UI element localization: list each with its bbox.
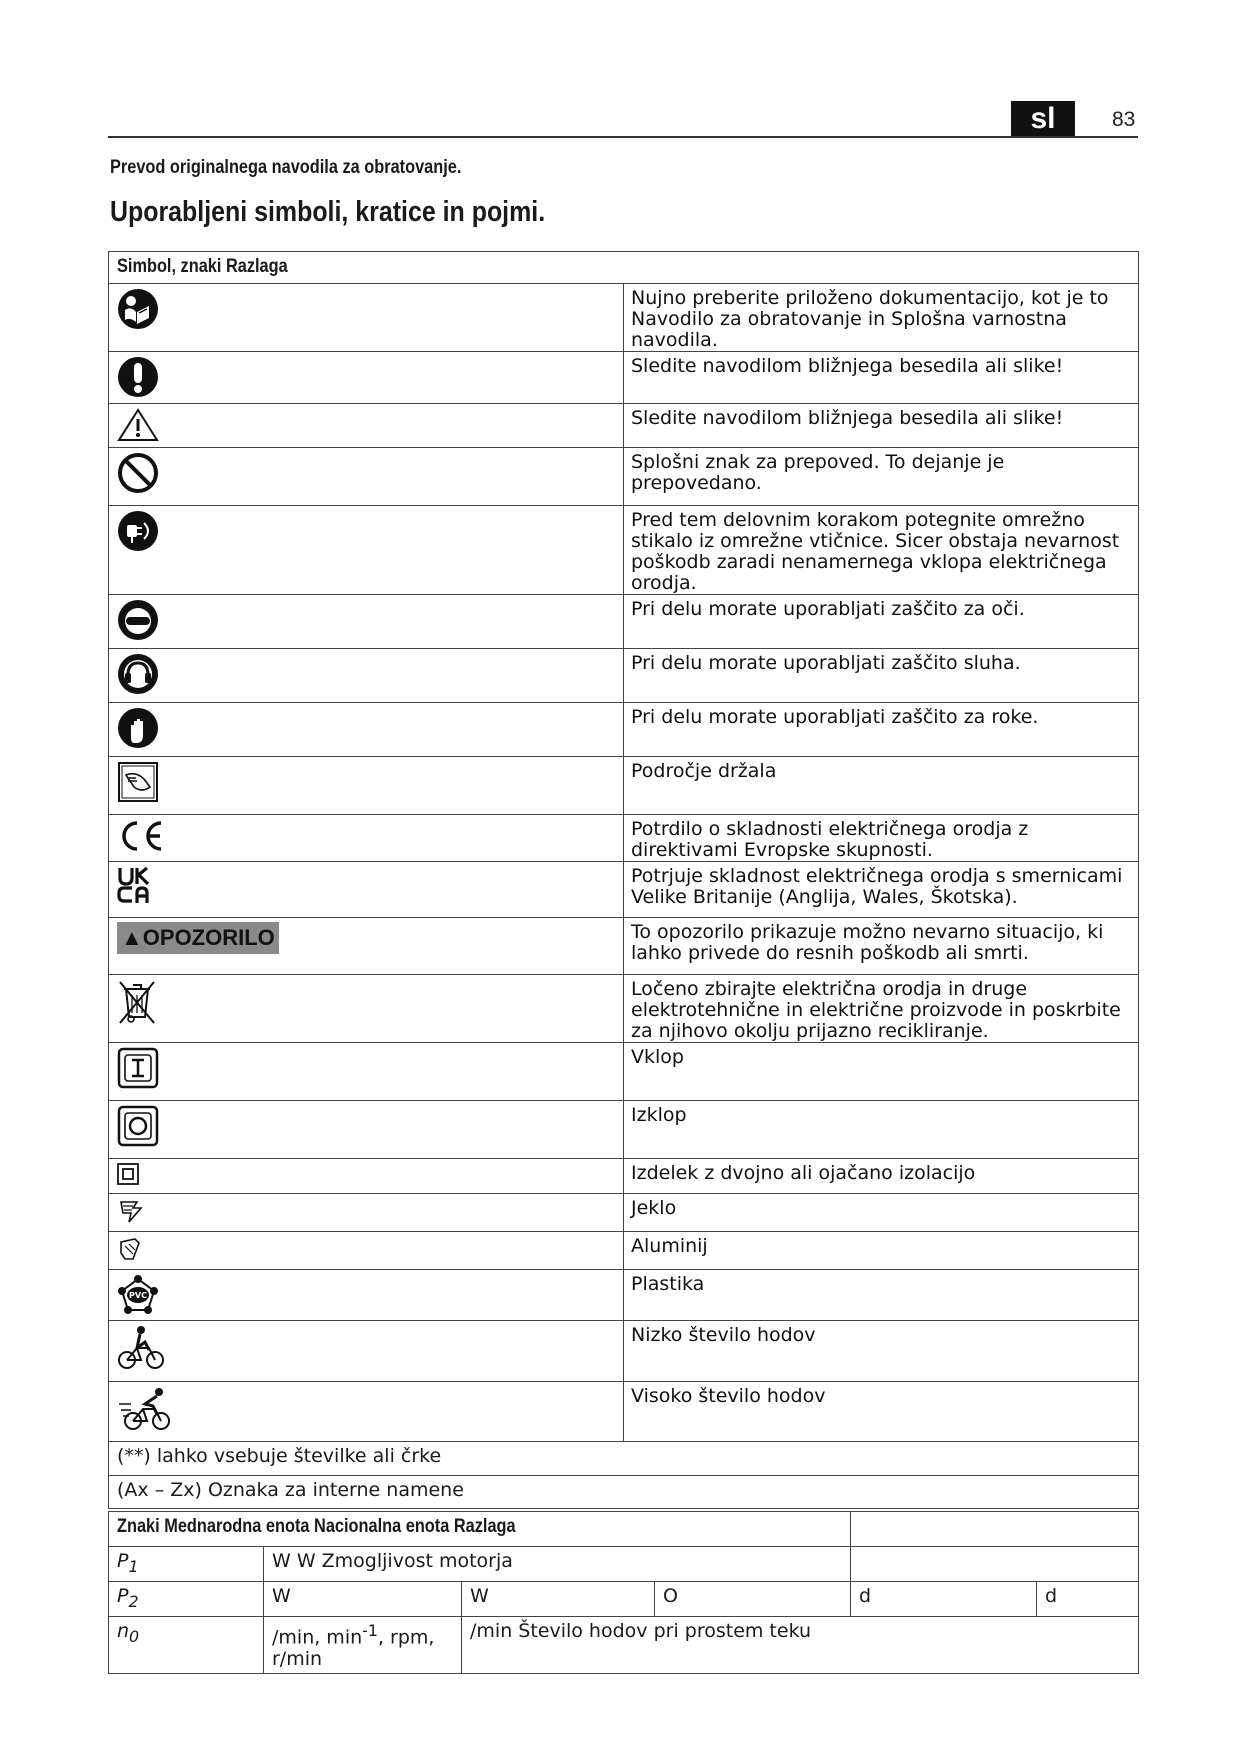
warning-label-icon (117, 922, 279, 954)
table-row (109, 1321, 1139, 1382)
table-row (109, 448, 1139, 506)
footnote: (**) lahko vsebuje številke ali črke (109, 1442, 1139, 1476)
symbol-description: Potrjuje skladnost električnega orodja s smernicami Velike Britanije (Anglija, Wales, Škotska). (624, 862, 1139, 918)
low-stroke-cyclist-icon (117, 1325, 615, 1371)
table-header-row (109, 1512, 1139, 1547)
symbol-description: Sledite navodilom bližnjega besedila ali slike! (624, 404, 1139, 448)
table-row (109, 506, 1139, 595)
symbols-table-header (109, 252, 1139, 284)
double-insulation-icon (117, 1163, 615, 1185)
table-row (109, 1442, 1139, 1476)
units-header-label: Znaki Mednarodna enota Nacionalna enota Razlaga (117, 1516, 516, 1537)
high-stroke-cyclist-icon (117, 1386, 615, 1432)
symbol-description: Pri delu morate uporabljati zaščito za roke. (624, 703, 1139, 757)
weee-bin-icon (117, 979, 615, 1025)
table-row (109, 1232, 1139, 1270)
table-cell (851, 1512, 1139, 1547)
table-row (109, 1159, 1139, 1194)
symbol-description: Sledite navodilom bližnjega besedila ali slike! (624, 352, 1139, 404)
table-row (109, 1194, 1139, 1232)
table-header-row (109, 252, 1139, 284)
table-row (109, 703, 1139, 757)
table-row (109, 1043, 1139, 1101)
warning-triangle-glyph: ▲ (121, 925, 143, 950)
table-row (109, 284, 1139, 352)
table-row (109, 649, 1139, 703)
unit-symbol: $n_0$ (109, 1616, 264, 1673)
pvc-label: PVC (129, 1291, 147, 1300)
table-row (109, 1101, 1139, 1159)
prohibition-icon (117, 452, 615, 494)
symbol-description: Splošni znak za prepoved. To dejanje je prepovedano. (624, 448, 1139, 506)
hand-protection-icon (117, 707, 615, 749)
table-row (109, 1476, 1139, 1509)
table-row (109, 1582, 1139, 1617)
table-row (109, 1270, 1139, 1321)
table-row (109, 1616, 1139, 1673)
read-manual-icon (117, 288, 615, 330)
symbol-description: Izklop (624, 1101, 1139, 1159)
language-badge: sl (1011, 101, 1075, 136)
header-rule (108, 136, 1138, 138)
symbol-description: Vklop (624, 1043, 1139, 1101)
eye-protection-icon (117, 599, 615, 641)
unit-symbol: $P_1$ (109, 1547, 264, 1582)
section-title: Uporabljeni simboli, kratice in pojmi. (110, 196, 546, 228)
table-row (109, 862, 1139, 918)
symbol-description: Jeklo (624, 1194, 1139, 1232)
power-on-icon (117, 1047, 615, 1089)
table-cell: /min Število hodov pri prostem teku (462, 1616, 1139, 1673)
ear-protection-icon (117, 653, 615, 695)
unplug-icon (117, 510, 615, 552)
table-row (109, 815, 1139, 862)
table-row (109, 1547, 1139, 1582)
symbol-description: Visoko število hodov (624, 1382, 1139, 1442)
table-row (109, 757, 1139, 815)
table-cell: d (1037, 1582, 1139, 1617)
footnote: (Ax – Zx) Oznaka za interne namene (109, 1476, 1139, 1509)
symbol-description: Ločeno zbirajte električna orodja in druge elektrotehnične in električne proizvode in poskrbite za njihovo okolju prijazno recikliranje. (624, 975, 1139, 1043)
symbols-table (108, 251, 1139, 1509)
table-cell: W (264, 1582, 462, 1617)
table-row (109, 975, 1139, 1043)
page-number: 83 (1112, 108, 1136, 131)
symbol-description: Pred tem delovnim korakom potegnite omrežno stikalo iz omrežne vtičnice. Sicer obstaja nevarnost poškodb zaradi nenamernega vklopa električnega orodja. (624, 506, 1139, 595)
table-row (109, 1382, 1139, 1442)
table-row (109, 595, 1139, 649)
units-table-header (109, 1512, 851, 1547)
plastic-pvc-icon (117, 1274, 615, 1316)
symbol-description: Pri delu morate uporabljati zaščito za oči. (624, 595, 1139, 649)
document-subtitle: Prevod originalnega navodila za obratovanje. (110, 157, 462, 178)
unit-symbol: $P_2$ (109, 1582, 264, 1617)
table-row (109, 352, 1139, 404)
ce-mark-icon (117, 819, 615, 853)
symbol-description: Področje držala (624, 757, 1139, 815)
symbol-description: Nujno preberite priloženo dokumentacijo, kot je to Navodilo za obratovanje in Splošna varnostna navodila. (624, 284, 1139, 352)
units-table (108, 1511, 1139, 1674)
symbol-description: Plastika (624, 1270, 1139, 1321)
symbol-description: To opozorilo prikazuje možno nevarno situacijo, ki lahko privede do resnih poškodb ali smrti. (624, 918, 1139, 975)
warning-label-text: OPOZORILO (142, 925, 275, 950)
grip-area-icon (117, 761, 615, 803)
steel-icon (117, 1198, 615, 1224)
symbol-description: Nizko število hodov (624, 1321, 1139, 1382)
table-row (109, 404, 1139, 448)
exclamation-circle-icon (117, 356, 615, 398)
table-cell: /min, $\min^{-1}$, rpm, r/min (264, 1616, 462, 1673)
table-row (109, 918, 1139, 975)
ukca-mark-icon (117, 866, 615, 906)
symbol-description: Izdelek z dvojno ali ojačano izolacijo (624, 1159, 1139, 1194)
aluminium-icon (117, 1236, 615, 1262)
table-cell (851, 1547, 1139, 1582)
symbol-description: Aluminij (624, 1232, 1139, 1270)
table-cell: d (851, 1582, 1037, 1617)
symbol-description: Pri delu morate uporabljati zaščito sluha. (624, 649, 1139, 703)
table-cell: W W Zmogljivost motorja (264, 1547, 851, 1582)
symbols-header-label: Simbol, znaki Razlaga (117, 256, 288, 277)
symbol-description: Potrdilo o skladnosti električnega orodja z direktivami Evropske skupnosti. (624, 815, 1139, 862)
power-off-icon (117, 1105, 615, 1147)
warning-triangle-icon (117, 408, 615, 442)
table-cell: O (655, 1582, 851, 1617)
table-cell: W (462, 1582, 655, 1617)
